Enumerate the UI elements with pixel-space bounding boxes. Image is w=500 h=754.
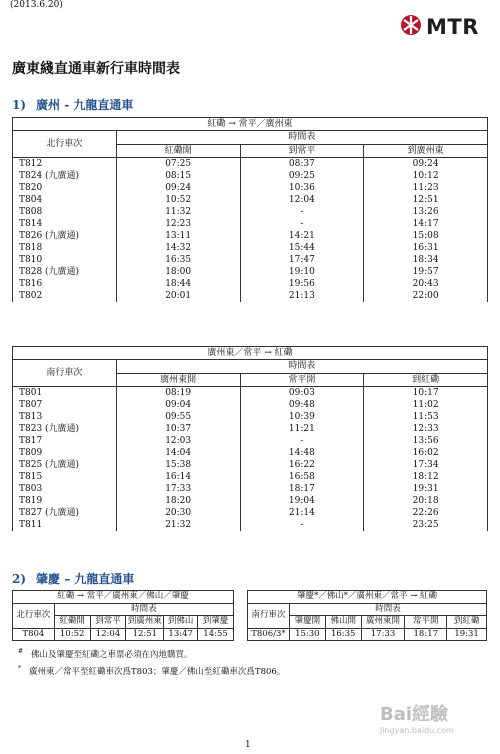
time-cell: 15:30 [289,628,325,641]
time-cell: 16:58 [240,471,364,483]
zq-south-train-header: 南行車次 [248,603,290,628]
table-row [248,628,487,641]
table-row [13,266,488,278]
time-cell: 09:55 [116,411,240,423]
zhaoqing-northbound-table [12,590,234,641]
time-cell: 16:14 [116,471,240,483]
zq-north-route: 紅磡 → 常平／廣州東／佛山／肇慶 [13,591,234,604]
time-cell: 13:56 [364,435,488,447]
table-row [13,471,488,483]
time-cell: 14:32 [116,242,240,254]
mtr-logo-text: MTR [426,15,479,39]
table-row [13,435,488,447]
train-number: T803 [13,483,117,495]
footnote [18,665,285,677]
northbound-route: 紅磡 → 常平／廣州東 [13,118,488,131]
train-number: T815 [13,471,117,483]
footnotes [18,648,285,682]
train-number: T820 [13,182,117,194]
time-cell: 08:19 [116,387,240,400]
time-cell: 15:44 [240,242,364,254]
table-row [13,254,488,266]
section-2-number: 2) [12,572,27,586]
time-cell: 14:21 [240,230,364,242]
train-number: T812 [13,158,117,171]
train-number: T804 [13,628,55,641]
time-cell: 18:17 [405,628,447,641]
time-cell: 15:38 [116,459,240,471]
train-number: T806/3* [248,628,290,641]
time-cell: - [240,519,364,531]
table-row [13,411,488,423]
time-cell: 16:22 [240,459,364,471]
table-row [13,242,488,254]
time-cell: 13:11 [116,230,240,242]
mtr-logo-icon [400,14,422,36]
section-1-label: 廣州 - 九龍直通車 [36,98,134,112]
column-header: 紅磡開 [54,616,90,629]
train-number: T828 (九廣通) [13,266,117,278]
train-number: T801 [13,387,117,400]
train-number: T809 [13,447,117,459]
time-cell: 08:37 [240,158,364,171]
column-header: 到紅磡 [447,616,487,629]
table-row [13,459,488,471]
train-number: T824 (九廣通) [13,170,117,182]
time-cell: 12:51 [364,194,488,206]
table-row [13,399,488,411]
footnote-mark: # [18,648,24,656]
column-header: 到廣州東 [364,144,488,158]
time-cell: 18:17 [240,483,364,495]
table-row [13,519,488,531]
time-cell: 09:24 [116,182,240,194]
northbound-train-header: 北行車次 [13,131,117,158]
time-cell: 22:00 [364,290,488,302]
southbound-timetable-header: 時間表 [116,360,487,374]
time-cell: 12:51 [126,628,164,641]
time-cell: 16:31 [364,242,488,254]
northbound-table [12,117,488,302]
time-cell: 09:25 [240,170,364,182]
time-cell: - [240,218,364,230]
time-cell: 17:34 [364,459,488,471]
mtr-logo [400,14,490,40]
page-title: 廣東綫直通車新行車時間表 [12,61,180,77]
time-cell: 19:10 [240,266,364,278]
time-cell: 18:44 [116,278,240,290]
time-cell: 12:04 [240,194,364,206]
table-row [13,423,488,435]
train-number: T814 [13,218,117,230]
time-cell: 09:04 [116,399,240,411]
time-cell: 10:37 [116,423,240,435]
table-row [13,290,488,302]
column-header: 紅磡開 [116,144,240,158]
time-cell: 20:18 [364,495,488,507]
train-number: T825 (九廣通) [13,459,117,471]
time-cell: 12:23 [116,218,240,230]
table-row [13,387,488,400]
time-cell: 18:12 [364,471,488,483]
time-cell: 21:32 [116,519,240,531]
table-row [13,218,488,230]
time-cell: 13:26 [364,206,488,218]
time-cell: 09:48 [240,399,364,411]
time-cell: 11:53 [364,411,488,423]
table-row [13,628,234,641]
train-number: T807 [13,399,117,411]
table-row [13,447,488,459]
table-row [13,230,488,242]
time-cell: 20:30 [116,507,240,519]
time-cell: 14:17 [364,218,488,230]
southbound-rows [13,387,488,532]
train-number: T827 (九廣通) [13,507,117,519]
time-cell: 17:33 [116,483,240,495]
train-number: T816 [13,278,117,290]
column-header: 常平開 [240,373,364,387]
train-number: T817 [13,435,117,447]
watermark-text: Bai經驗 [380,704,449,725]
train-number: T826 (九廣通) [13,230,117,242]
time-cell: 10:39 [240,411,364,423]
time-cell: 10:52 [54,628,90,641]
train-number: T804 [13,194,117,206]
time-cell: 14:04 [116,447,240,459]
time-cell: 19:31 [447,628,487,641]
table-row [13,483,488,495]
page-number: 1 [245,740,251,750]
zq-south-route: 肇慶*／佛山*／廣州東／常平 → 紅磡 [248,591,487,604]
column-header: 到紅磡 [364,373,488,387]
northbound-rows [13,158,488,303]
train-number: T818 [13,242,117,254]
footnote-text: 廣州東／常平至紅磡車次爲T803；肇慶／佛山至紅磡車次爲T806。 [29,667,286,677]
time-cell: 20:01 [116,290,240,302]
time-cell: 12:33 [364,423,488,435]
time-cell: 18:20 [116,495,240,507]
time-cell: 19:56 [240,278,364,290]
time-cell: 19:31 [364,483,488,495]
train-number: T813 [13,411,117,423]
northbound-timetable-header: 時間表 [116,131,487,145]
column-header: 廣州東開 [361,616,405,629]
time-cell: 18:34 [364,254,488,266]
column-header: 到常平 [240,144,364,158]
time-cell: 11:21 [240,423,364,435]
column-header: 廣州東開 [116,373,240,387]
column-header: 肇慶開 [289,616,325,629]
time-cell: - [240,206,364,218]
time-cell: 12:04 [90,628,126,641]
time-cell: - [240,435,364,447]
time-cell: 16:35 [116,254,240,266]
column-header: 常平開 [405,616,447,629]
time-cell: 21:14 [240,507,364,519]
zq-south-timetable-header: 時間表 [289,603,486,616]
column-header: 到廣州東 [127,616,162,626]
time-cell: 07:25 [116,158,240,171]
train-number: T802 [13,290,117,302]
table-row [13,206,488,218]
table-row [13,194,488,206]
issue-date: (2013.6.20) [10,0,63,10]
time-cell: 18:00 [116,266,240,278]
time-cell: 10:36 [240,182,364,194]
time-cell: 16:02 [364,447,488,459]
column-header: 到佛山 [164,616,198,629]
section-2-title [12,570,134,587]
footnote-mark: * [18,665,21,673]
time-cell: 22:26 [364,507,488,519]
time-cell: 10:52 [116,194,240,206]
time-cell: 11:02 [364,399,488,411]
time-cell: 17:33 [361,628,405,641]
southbound-table [12,346,488,531]
section-2-label: 肇慶 – 九龍直通車 [36,572,135,586]
footnote-text: 佛山及肇慶至紅磡之車票必須在內地購買。 [31,650,193,660]
table-row [13,182,488,194]
table-row [13,158,488,171]
watermark [380,700,454,735]
time-cell: 21:13 [240,290,364,302]
time-cell: 10:12 [364,170,488,182]
time-cell: 10:17 [364,387,488,400]
table-row [13,495,488,507]
time-cell: 23:25 [364,519,488,531]
table-row [13,170,488,182]
southbound-route: 廣州東／常平 → 紅磡 [13,347,488,360]
time-cell: 14:55 [198,628,234,641]
time-cell: 08:15 [116,170,240,182]
column-header: 到常平 [90,616,126,629]
section-1-title [12,96,133,113]
time-cell: 09:03 [240,387,364,400]
zq-north-timetable-header: 時間表 [54,603,233,616]
train-number: T811 [13,519,117,531]
zq-north-train-header: 北行車次 [13,603,55,628]
train-number: T823 (九廣通) [13,423,117,435]
time-cell: 13:47 [164,628,198,641]
time-cell: 15:08 [364,230,488,242]
table-row [13,278,488,290]
time-cell: 14:48 [240,447,364,459]
watermark-sub: jingyan.baidu.com [380,726,454,735]
time-cell: 19:04 [240,495,364,507]
train-number: T810 [13,254,117,266]
time-cell: 20:43 [364,278,488,290]
column-header: 佛山開 [325,616,361,629]
footnote [18,648,285,660]
time-cell: 12:03 [116,435,240,447]
time-cell: 11:32 [116,206,240,218]
time-cell: 19:57 [364,266,488,278]
train-number: T819 [13,495,117,507]
column-header: 到肇慶 [198,616,234,629]
section-1-number: 1) [12,98,27,112]
time-cell: 09:24 [364,158,488,171]
time-cell: 11:23 [364,182,488,194]
southbound-train-header: 南行車次 [13,360,117,387]
table-row [13,507,488,519]
train-number: T808 [13,206,117,218]
zhaoqing-southbound-table [247,590,487,641]
time-cell: 17:47 [240,254,364,266]
time-cell: 16:35 [325,628,361,641]
